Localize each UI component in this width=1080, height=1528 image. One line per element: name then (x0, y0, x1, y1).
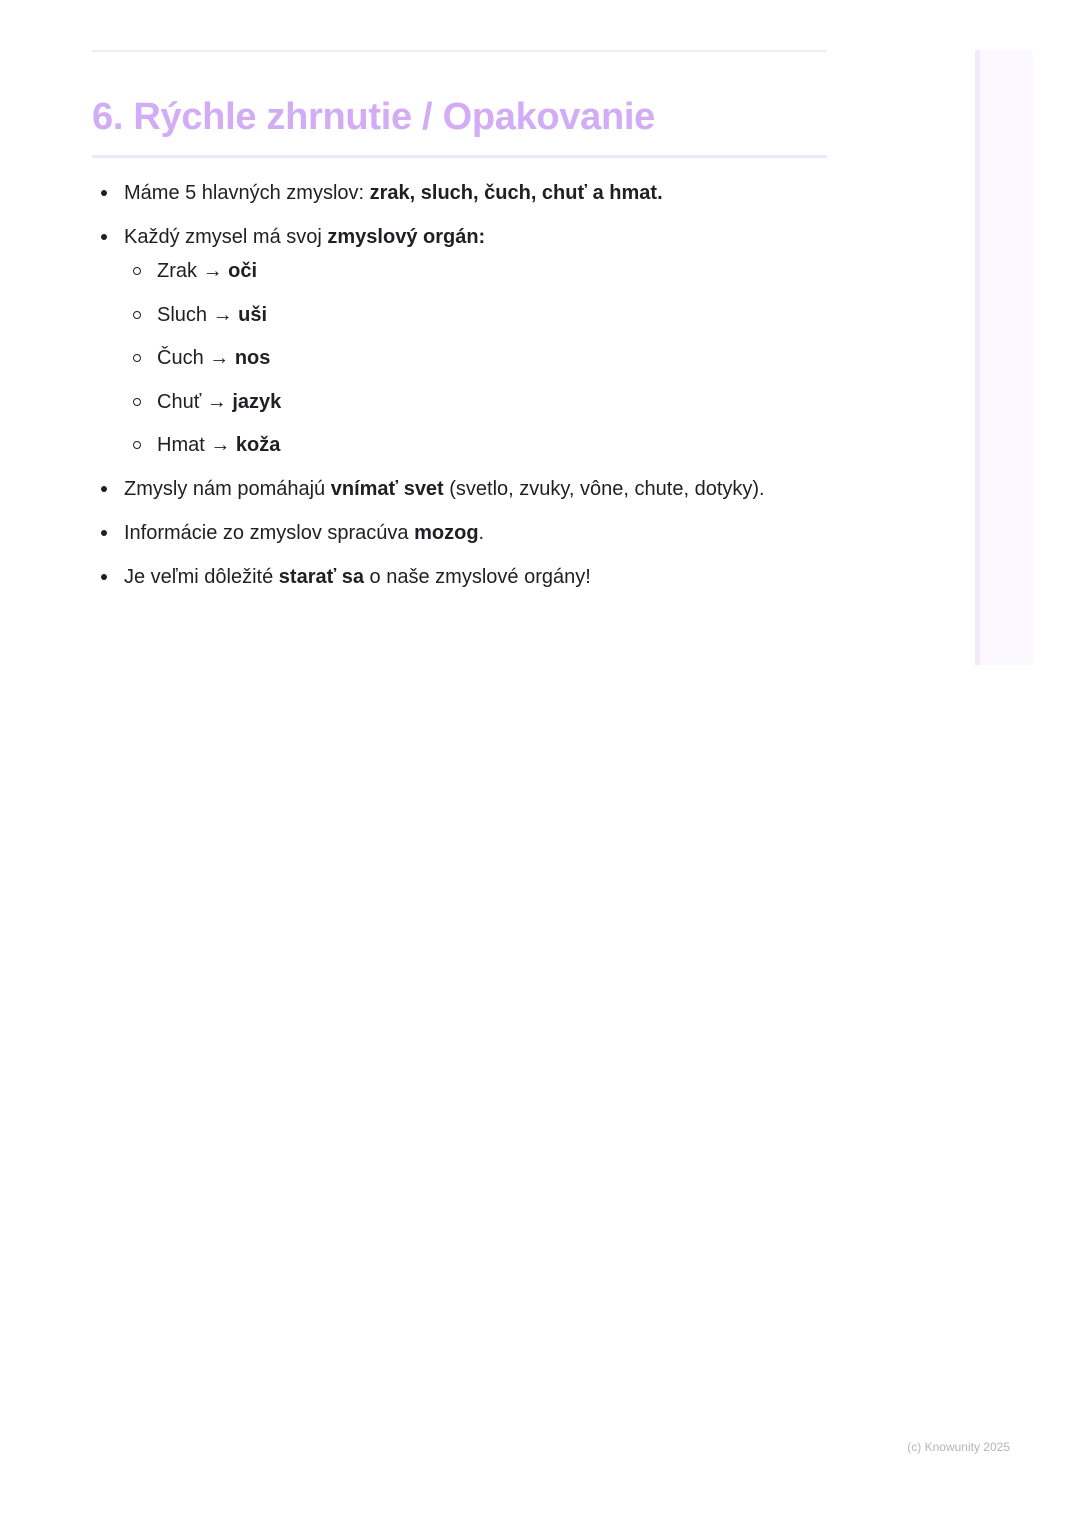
list-item: Informácie zo zmyslov spracúva mozog. (100, 516, 840, 550)
list-item: Je veľmi dôležité starať sa o naše zmyslové orgány! (100, 560, 840, 594)
list-item: Zmysly nám pomáhajú vnímať svet (svetlo, zvuky, vône, chute, dotyky). (100, 472, 840, 506)
sub-list-item: Hmat → koža (124, 428, 840, 462)
top-divider (92, 50, 826, 52)
sub-list-item: Zrak → oči (124, 254, 840, 288)
list-item: Máme 5 hlavných zmyslov: zrak, sluch, čuch, chuť a hmat. (100, 176, 840, 210)
sub-list-item: Sluch → uši (124, 298, 840, 332)
summary-list (100, 176, 840, 604)
arrow-icon: → (206, 390, 227, 413)
sub-list-item: Čuch → nos (124, 341, 840, 375)
title-underline (92, 155, 827, 158)
sub-list-item: Chuť → jazyk (124, 385, 840, 419)
organ-list (124, 254, 840, 462)
side-panel (975, 50, 1033, 665)
arrow-icon: → (202, 260, 223, 282)
section-title: 6. Rýchle zhrnutie / Opakovanie (92, 96, 655, 138)
arrow-icon: → (209, 347, 230, 369)
list-item: Každý zmysel má svoj zmyslový orgán: Zrak → oči Sluch → uši Čuch → nos Chuť → jazyk Hmat → koža (100, 220, 840, 462)
arrow-icon: → (212, 303, 233, 326)
arrow-icon: → (210, 434, 231, 456)
copyright-footer: (c) Knowunity 2025 (907, 1440, 1010, 1454)
